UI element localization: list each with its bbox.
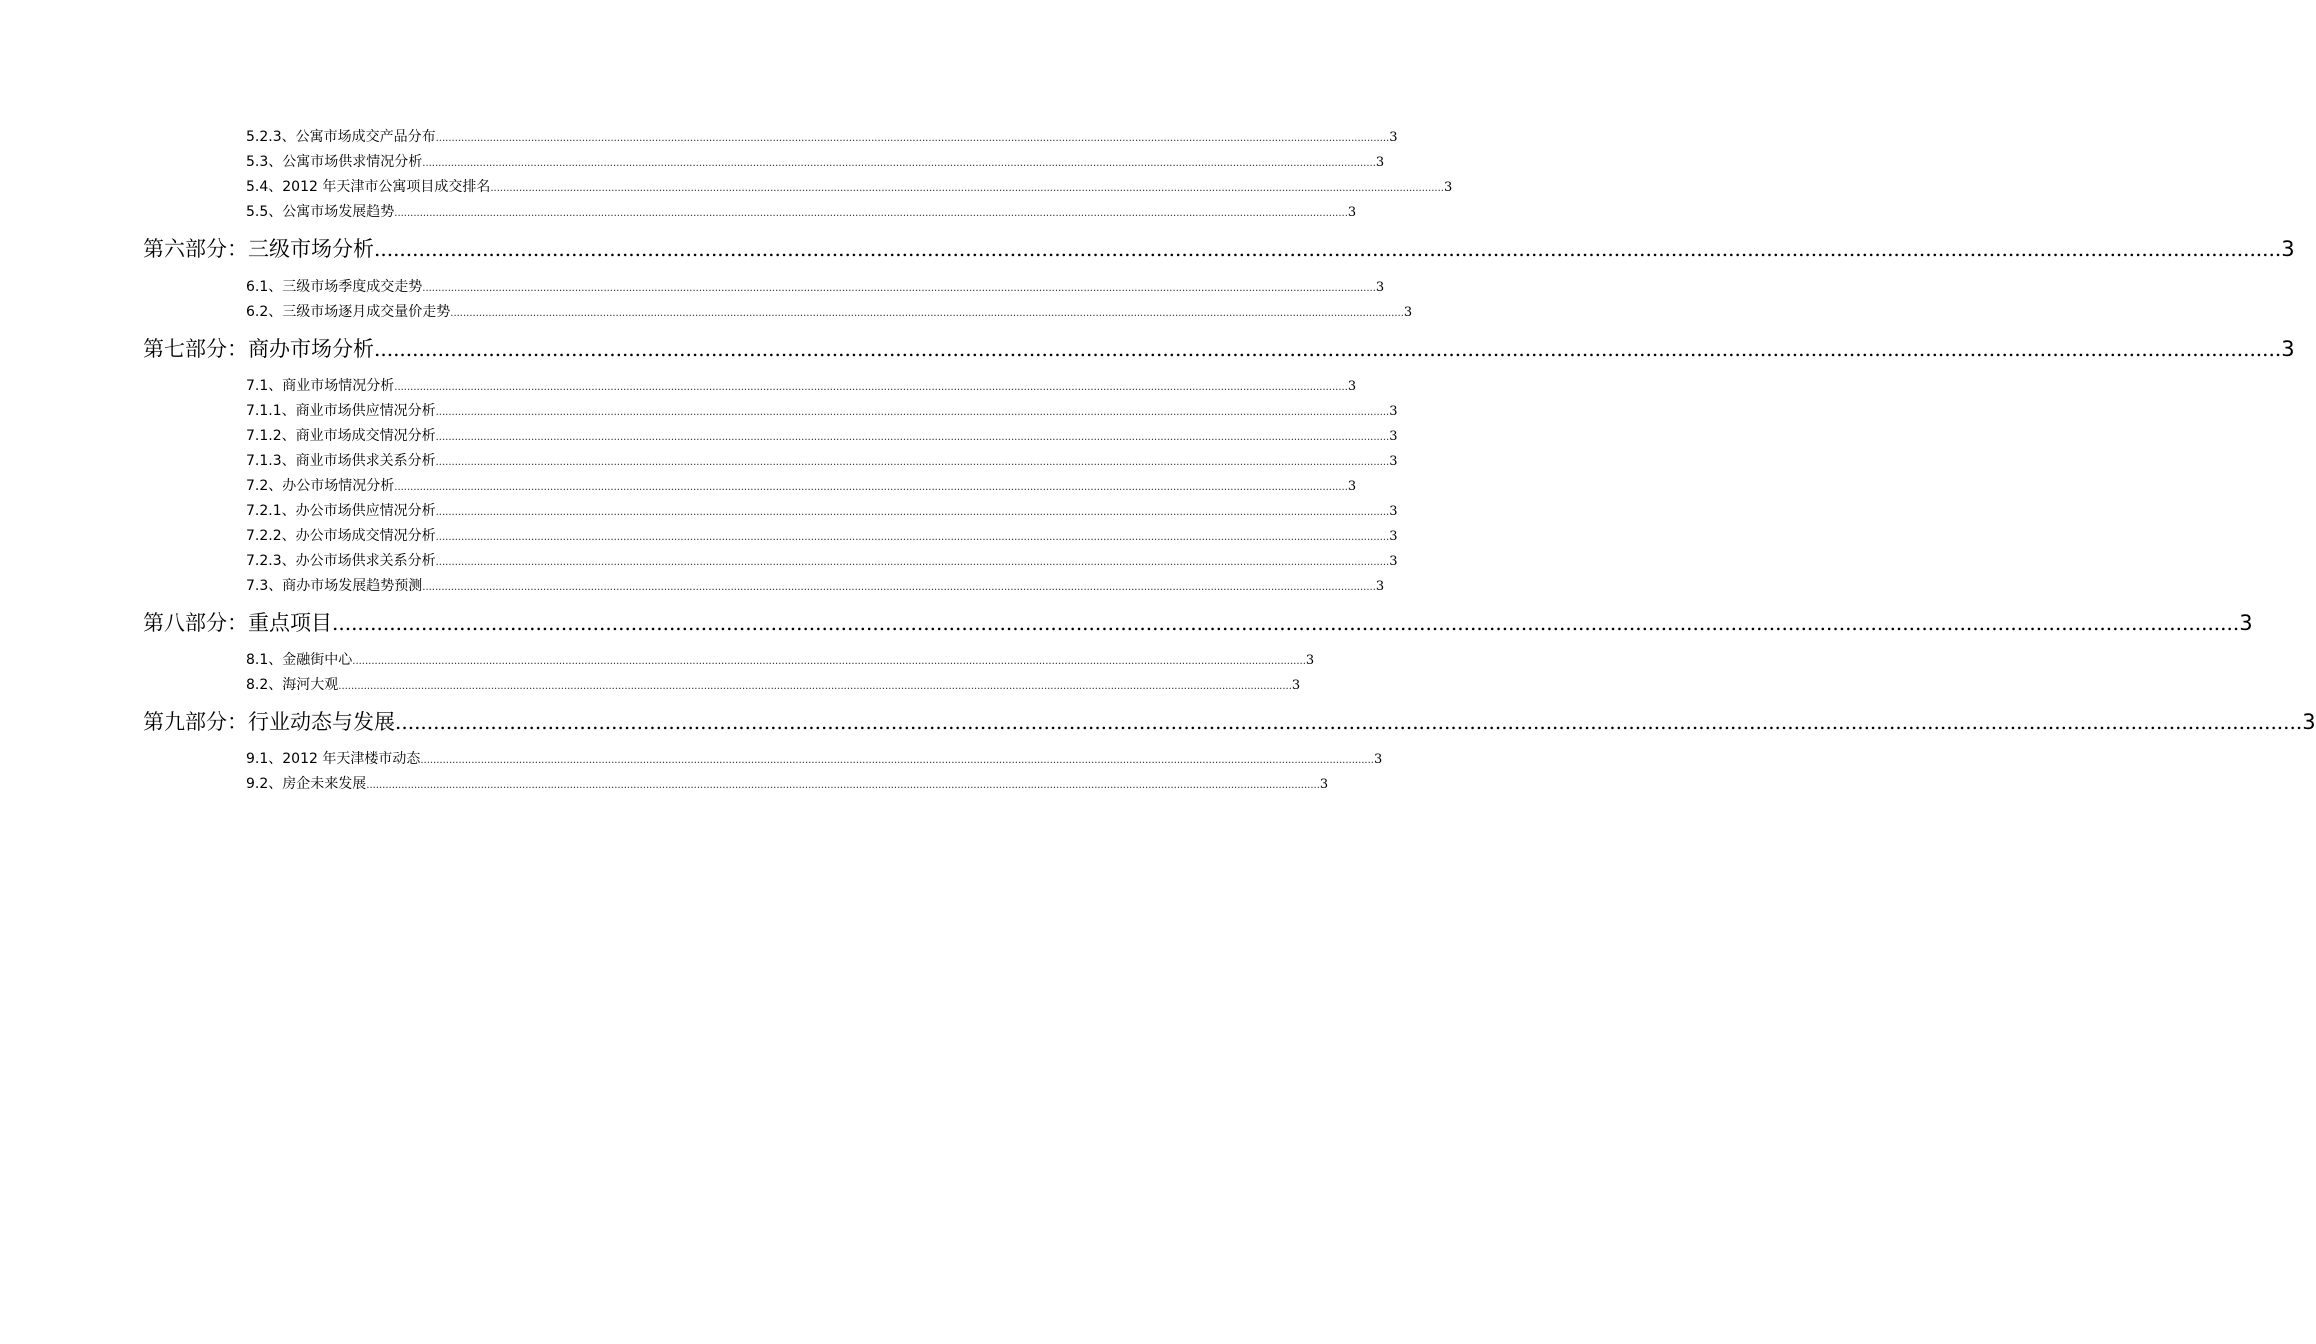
dot-leader: ............................................................................................................................................................................................................................................................................................................ (490, 183, 1444, 194)
dot-leader: ............................................................................................................................................................................................................................................................................................................ (422, 582, 1376, 593)
dot-leader: ............................................................................................................................................................................................................................................................................................................ (366, 780, 1320, 791)
toc-part-heading[interactable] (143, 333, 2295, 365)
toc-page-number: 3 (1375, 579, 1385, 594)
toc-page-number: 3 (2302, 710, 2316, 734)
toc-page-number: 3 (1389, 404, 1398, 419)
dot-leader: ............................................................................................................................................................................................................................................................................................................ (352, 656, 1306, 667)
toc-entry[interactable] (246, 674, 1301, 696)
toc-entry[interactable] (246, 649, 1315, 671)
dot-leader: ............................................................................................................................................................................................................................................................................................................ (338, 681, 1292, 692)
toc-page-number: 3 (2281, 337, 2295, 361)
toc-entry-title: 9.2、房企未来发展 (246, 776, 367, 792)
toc-page-number: 3 (1375, 280, 1385, 295)
toc-page-number: 3 (1305, 653, 1315, 668)
toc-entry[interactable] (246, 276, 1385, 298)
toc-page-number: 3 (1403, 305, 1413, 320)
toc-page-number: 3 (1347, 205, 1357, 220)
toc-entry[interactable] (246, 550, 1398, 572)
toc-page-number: 3 (1389, 529, 1398, 544)
toc-entry-title: 5.5、公寓市场发展趋势 (246, 204, 395, 220)
toc-page-number: 3 (1347, 379, 1357, 394)
toc-page-number: 3 (1389, 554, 1398, 569)
dot-leader: ............................................................................................................................................................................................................................................................................................................ (374, 237, 2282, 261)
toc-entry-title: 7.1.2、商业市场成交情况分析 (246, 428, 436, 444)
dot-leader: ............................................................................................................................................................................................................................................................................................................ (374, 337, 2282, 361)
toc-part-heading[interactable] (143, 607, 2253, 639)
toc-entry[interactable] (246, 301, 1413, 323)
toc-page-number: 3 (1291, 678, 1301, 693)
dot-leader: ............................................................................................................................................................................................................................................................................................................ (450, 308, 1404, 319)
dot-leader: ............................................................................................................................................................................................................................................................................................................ (394, 382, 1348, 393)
toc-page-number: 3 (1389, 454, 1398, 469)
toc-page-number: 3 (1373, 752, 1383, 767)
dot-leader: ............................................................................................................................................................................................................................................................................................................ (435, 507, 1390, 518)
dot-leader: ............................................................................................................................................................................................................................................................................................................ (435, 133, 1390, 144)
toc-entry[interactable] (246, 151, 1385, 173)
toc-entry[interactable] (246, 201, 1357, 223)
toc-page-number: 3 (1443, 180, 1453, 195)
toc-entry-title: 7.2、办公市场情况分析 (246, 478, 395, 494)
toc-part-heading[interactable] (143, 706, 2316, 738)
toc-page-number: 3 (1319, 777, 1329, 792)
dot-leader: ............................................................................................................................................................................................................................................................................................................ (332, 611, 2240, 635)
dot-leader: ............................................................................................................................................................................................................................................................................................................ (394, 482, 1348, 493)
toc-entry[interactable] (246, 425, 1398, 447)
dot-leader: ............................................................................................................................................................................................................................................................................................................ (435, 532, 1390, 543)
toc-entry-title: 7.3、商办市场发展趋势预测 (246, 578, 423, 594)
toc-page-number: 3 (1347, 479, 1357, 494)
toc-entry-title: 7.2.2、办公市场成交情况分析 (246, 528, 436, 544)
toc-entry[interactable] (246, 500, 1398, 522)
dot-leader: ............................................................................................................................................................................................................................................................................................................ (395, 710, 2303, 734)
dot-leader: ............................................................................................................................................................................................................................................................................................................ (435, 557, 1390, 568)
toc-page-number: 3 (1389, 130, 1398, 145)
toc-entry-title: 7.2.1、办公市场供应情况分析 (246, 503, 436, 519)
toc-part-title: 第九部分：行业动态与发展 (143, 710, 395, 734)
dot-leader: ............................................................................................................................................................................................................................................................................................................ (422, 158, 1376, 169)
toc-part-heading[interactable] (143, 233, 2295, 265)
toc-entry-title: 9.1、2012 年天津楼市动态 (246, 751, 421, 767)
toc-entry[interactable] (246, 773, 1329, 795)
toc-entry[interactable] (246, 450, 1398, 472)
toc-entry-title: 8.1、金融街中心 (246, 652, 353, 668)
toc-entry-title: 7.2.3、办公市场供求关系分析 (246, 553, 436, 569)
toc-entry-title: 5.3、公寓市场供求情况分析 (246, 154, 423, 170)
toc-entry[interactable] (246, 375, 1357, 397)
toc-part-title: 第八部分：重点项目 (143, 611, 332, 635)
toc-entry-title: 8.2、海河大观 (246, 677, 339, 693)
toc-entry[interactable] (246, 475, 1357, 497)
toc-entry[interactable] (246, 400, 1398, 422)
toc-page-number: 3 (2281, 237, 2295, 261)
toc-part-title: 第六部分：三级市场分析 (143, 237, 374, 261)
toc-entry[interactable] (246, 176, 1453, 198)
toc-entry-title: 5.2.3、公寓市场成交产品分布 (246, 129, 436, 145)
dot-leader: ............................................................................................................................................................................................................................................................................................................ (420, 755, 1374, 766)
dot-leader: ............................................................................................................................................................................................................................................................................................................ (394, 208, 1348, 219)
dot-leader: ............................................................................................................................................................................................................................................................................................................ (435, 432, 1390, 443)
toc-page-number: 3 (1375, 155, 1385, 170)
toc-page-number: 3 (1389, 504, 1398, 519)
toc-entry-title: 7.1、商业市场情况分析 (246, 378, 395, 394)
toc-page-number: 3 (2239, 611, 2253, 635)
dot-leader: ............................................................................................................................................................................................................................................................................................................ (435, 407, 1390, 418)
toc-entry[interactable] (246, 525, 1398, 547)
toc-entry[interactable] (246, 748, 1383, 770)
toc-entry[interactable] (246, 126, 1398, 148)
toc-entry-title: 7.1.3、商业市场供求关系分析 (246, 453, 436, 469)
toc-page-number: 3 (1389, 429, 1398, 444)
dot-leader: ............................................................................................................................................................................................................................................................................................................ (422, 283, 1376, 294)
toc-entry-title: 7.1.1、商业市场供应情况分析 (246, 403, 436, 419)
dot-leader: ............................................................................................................................................................................................................................................................................................................ (435, 457, 1390, 468)
toc-entry-title: 6.1、三级市场季度成交走势 (246, 279, 423, 295)
toc-entry[interactable] (246, 575, 1385, 597)
toc-entry-title: 6.2、三级市场逐月成交量价走势 (246, 304, 451, 320)
toc-entry-title: 5.4、2012 年天津市公寓项目成交排名 (246, 179, 491, 195)
toc-part-title: 第七部分：商办市场分析 (143, 337, 374, 361)
